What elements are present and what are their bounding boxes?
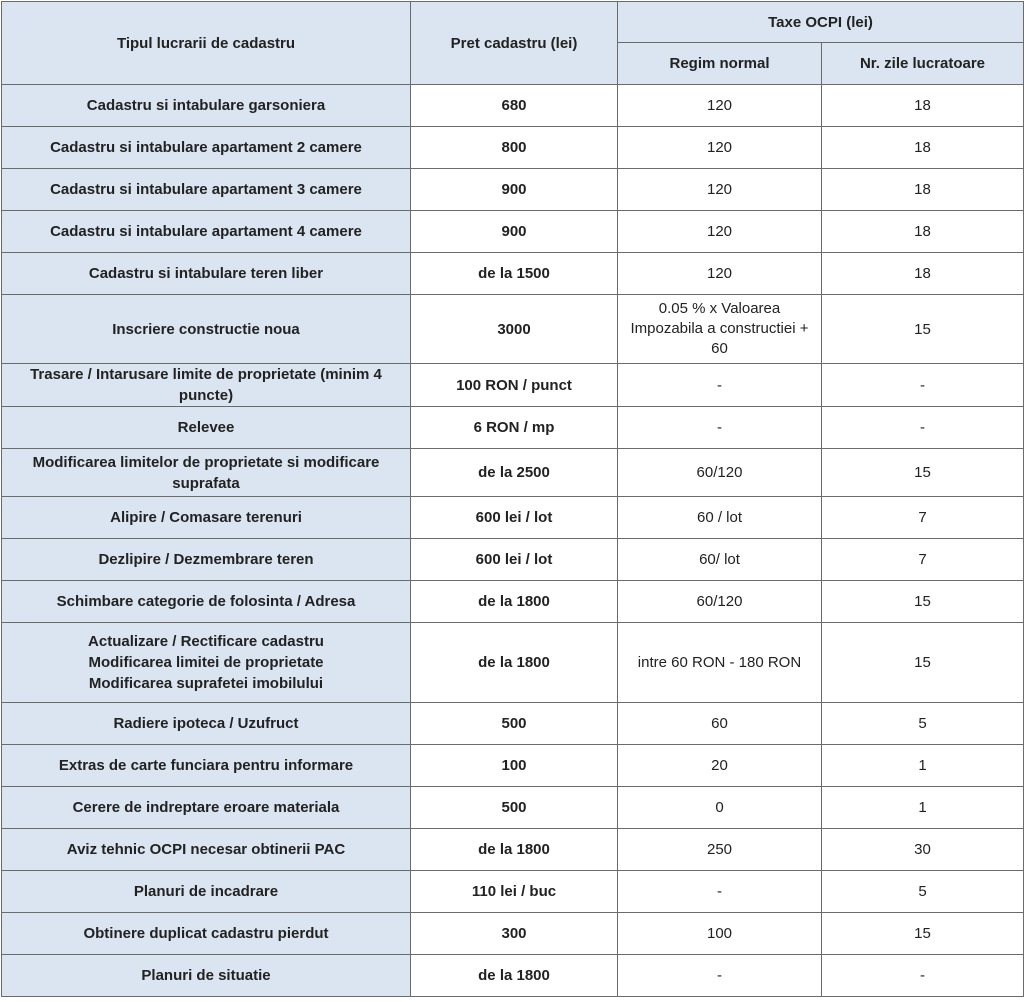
cell-price: 110 lei / buc: [411, 871, 618, 913]
cell-price: 600 lei / lot: [411, 539, 618, 581]
table-row: [2, 364, 1024, 407]
cell-days: -: [822, 407, 1024, 449]
table-row: [2, 745, 1024, 787]
cell-tax: intre 60 RON - 180 RON: [618, 623, 822, 703]
cell-price: 6 RON / mp: [411, 407, 618, 449]
cell-price: 500: [411, 703, 618, 745]
table-row: [2, 581, 1024, 623]
cell-type: Cerere de indreptare eroare materiala: [2, 787, 411, 829]
cell-tax: 20: [618, 745, 822, 787]
cell-days: 15: [822, 913, 1024, 955]
cadastre-price-table: [1, 1, 1024, 997]
cell-tax: -: [618, 407, 822, 449]
cell-price: 800: [411, 127, 618, 169]
cell-days: 5: [822, 871, 1024, 913]
cell-tax: -: [618, 364, 822, 407]
cell-days: 1: [822, 745, 1024, 787]
header-ocpi-fees: Taxe OCPI (lei): [618, 2, 1024, 43]
table-row: [2, 913, 1024, 955]
cell-tax: 60 / lot: [618, 497, 822, 539]
header-normal-regime: Regim normal: [618, 43, 822, 85]
table-row: [2, 211, 1024, 253]
cell-tax: 120: [618, 85, 822, 127]
cell-days: 15: [822, 449, 1024, 497]
cell-days: 7: [822, 539, 1024, 581]
table-row: [2, 871, 1024, 913]
cell-type: Cadastru si intabulare apartament 2 camere: [2, 127, 411, 169]
cell-price: de la 1800: [411, 623, 618, 703]
table-body: [2, 85, 1024, 997]
cell-days: 15: [822, 623, 1024, 703]
cell-type: Alipire / Comasare terenuri: [2, 497, 411, 539]
table-row: [2, 539, 1024, 581]
cell-tax: 250: [618, 829, 822, 871]
cell-days: 7: [822, 497, 1024, 539]
cell-tax: 0: [618, 787, 822, 829]
cell-days: 18: [822, 85, 1024, 127]
cell-price: de la 1800: [411, 581, 618, 623]
cell-price: 100 RON / punct: [411, 364, 618, 407]
cell-price: de la 1500: [411, 253, 618, 295]
cell-type: Actualizare / Rectificare cadastru Modificarea limitei de proprietate Modificarea suprafetei imobilului: [2, 623, 411, 703]
cell-days: 15: [822, 295, 1024, 364]
cell-tax: 120: [618, 253, 822, 295]
cell-price: 3000: [411, 295, 618, 364]
table-row: [2, 449, 1024, 497]
table-row: [2, 955, 1024, 997]
cell-days: 15: [822, 581, 1024, 623]
cell-price: 300: [411, 913, 618, 955]
cell-type: Trasare / Intarusare limite de proprietate (minim 4 puncte): [2, 364, 411, 407]
cell-price: de la 1800: [411, 829, 618, 871]
cell-tax: -: [618, 871, 822, 913]
cell-days: 18: [822, 253, 1024, 295]
cell-type: Inscriere constructie noua: [2, 295, 411, 364]
cell-tax: 120: [618, 127, 822, 169]
cell-type: Aviz tehnic OCPI necesar obtinerii PAC: [2, 829, 411, 871]
cell-tax: 60: [618, 703, 822, 745]
header-price: Pret cadastru (lei): [411, 2, 618, 85]
cell-tax: 60/ lot: [618, 539, 822, 581]
cell-days: -: [822, 955, 1024, 997]
table-row: [2, 169, 1024, 211]
cell-price: 500: [411, 787, 618, 829]
cell-price: 900: [411, 211, 618, 253]
cell-type: Cadastru si intabulare garsoniera: [2, 85, 411, 127]
cell-type: Cadastru si intabulare teren liber: [2, 253, 411, 295]
cell-tax: 60/120: [618, 581, 822, 623]
cell-type: Obtinere duplicat cadastru pierdut: [2, 913, 411, 955]
cell-type: Dezlipire / Dezmembrare teren: [2, 539, 411, 581]
table-row: [2, 253, 1024, 295]
cell-tax: 120: [618, 211, 822, 253]
cell-type: Extras de carte funciara pentru informare: [2, 745, 411, 787]
cell-price: de la 1800: [411, 955, 618, 997]
table-row: [2, 127, 1024, 169]
cell-tax: 60/120: [618, 449, 822, 497]
cell-type: Planuri de situatie: [2, 955, 411, 997]
table-row: [2, 703, 1024, 745]
cell-days: 18: [822, 169, 1024, 211]
cell-days: 5: [822, 703, 1024, 745]
cell-type: Cadastru si intabulare apartament 4 camere: [2, 211, 411, 253]
cell-price: 100: [411, 745, 618, 787]
table-row: [2, 497, 1024, 539]
cell-type: Radiere ipoteca / Uzufruct: [2, 703, 411, 745]
cell-type: Cadastru si intabulare apartament 3 camere: [2, 169, 411, 211]
cell-price: 900: [411, 169, 618, 211]
table-row: [2, 407, 1024, 449]
cell-type: Modificarea limitelor de proprietate si modificare suprafata: [2, 449, 411, 497]
cell-price: 680: [411, 85, 618, 127]
cell-days: 1: [822, 787, 1024, 829]
cell-tax: 0.05 % x Valoarea Impozabila a constructiei + 60: [618, 295, 822, 364]
cell-days: 30: [822, 829, 1024, 871]
table-row: [2, 85, 1024, 127]
table-row: [2, 623, 1024, 703]
cell-tax: -: [618, 955, 822, 997]
cell-price: de la 2500: [411, 449, 618, 497]
cell-days: 18: [822, 211, 1024, 253]
cell-type: Schimbare categorie de folosinta / Adresa: [2, 581, 411, 623]
cell-days: -: [822, 364, 1024, 407]
cell-type: Relevee: [2, 407, 411, 449]
header-working-days: Nr. zile lucratoare: [822, 43, 1024, 85]
cell-type: Planuri de incadrare: [2, 871, 411, 913]
table-row: [2, 829, 1024, 871]
header-work-type: Tipul lucrarii de cadastru: [2, 2, 411, 85]
cell-price: 600 lei / lot: [411, 497, 618, 539]
cell-tax: 120: [618, 169, 822, 211]
cell-days: 18: [822, 127, 1024, 169]
table-row: [2, 295, 1024, 364]
cell-tax: 100: [618, 913, 822, 955]
table-row: [2, 787, 1024, 829]
